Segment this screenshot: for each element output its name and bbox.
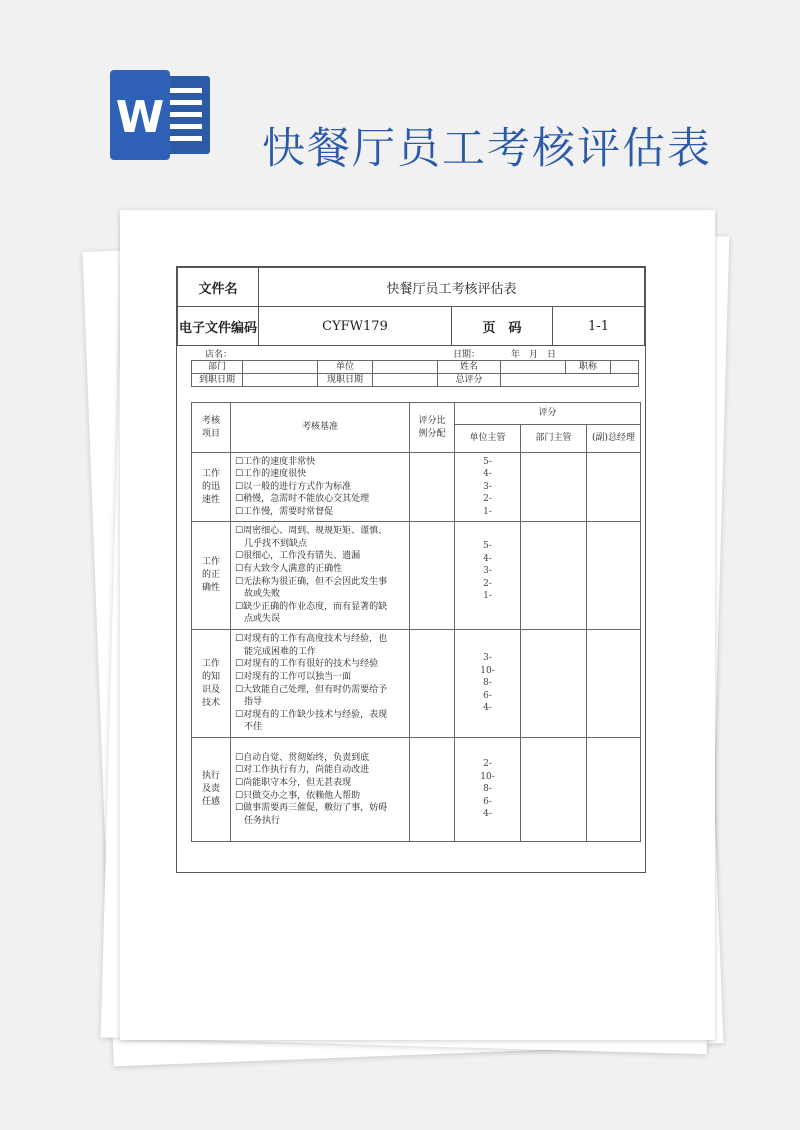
category-cell: 工作的迅速性 xyxy=(192,453,231,522)
table-row xyxy=(192,522,641,630)
current-date-value xyxy=(373,374,438,387)
unit-score-cell: 5- 4- 3- 2- 1- xyxy=(455,453,521,522)
standard-cell: ☐工作的速度非常快 ☐工作的速度很快 ☐以一般的进行方式作为标准 ☐稍慢，急需时不能放心交其处理 ☐工作慢，需要时常督促 xyxy=(231,453,410,522)
gm-score-cell xyxy=(587,522,641,630)
employee-info-table xyxy=(191,360,639,387)
file-name-value: 快餐厅员工考核评估表 xyxy=(259,268,645,307)
page-title: 快餐厅员工考核评估表 xyxy=(262,123,712,174)
file-code-value: CYFW179 xyxy=(259,307,452,346)
total-score-label: 总评分 xyxy=(438,374,501,387)
date-label: 日期： xyxy=(453,350,481,360)
table-row xyxy=(192,738,641,842)
start-date-label: 到职日期 xyxy=(192,374,243,387)
category-cell: 执行及责任感 xyxy=(192,738,231,842)
store-label: 店名： xyxy=(205,350,233,360)
gm-score-cell xyxy=(587,738,641,842)
file-code-label: 电子文件编码 xyxy=(178,307,259,346)
col-unit-header: 单位主管 xyxy=(455,425,521,453)
col-standard-header: 考核基准 xyxy=(231,403,410,453)
ratio-cell xyxy=(410,453,455,522)
table-row xyxy=(192,453,641,522)
title-value xyxy=(611,361,639,374)
ratio-cell xyxy=(410,630,455,738)
unit-value xyxy=(373,361,438,374)
col-item-header: 考核项目 xyxy=(192,403,231,453)
dept-score-cell xyxy=(521,453,587,522)
evaluation-table xyxy=(191,402,641,842)
dept-score-cell xyxy=(521,630,587,738)
word-logo-icon xyxy=(110,70,210,160)
page-number-value: 1-1 xyxy=(553,307,645,346)
ratio-cell xyxy=(410,522,455,630)
standard-cell: ☐周密细心、周到、规规矩矩、谨慎、 几乎找不到缺点 ☐很细心，工作没有错失、遗漏 ☐有大致令人满意的正确性 ☐无法称为很正确，但不会因此发生事 故或失败 ☐缺少正确的作业态度，而有显著的缺 点或失误 xyxy=(231,522,410,630)
col-dept-header: 部门主管 xyxy=(521,425,587,453)
unit-score-cell: 5- 4- 3- 2- 1- xyxy=(455,522,521,630)
standard-cell: ☐对现有的工作有高度技术与经验，也 能完成困难的工作 ☐对现有的工作有很好的技术与经验 ☐对现有的工作可以独当一面 ☐大致能自己处理，但有时仍需要给予 指导 ☐对现有的工作缺少技术与经验，表现 不佳 xyxy=(231,630,410,738)
name-label: 姓名 xyxy=(438,361,501,374)
col-ratio-header: 评分比例分配 xyxy=(410,403,455,453)
file-name-label: 文件名 xyxy=(178,268,259,307)
total-score-value xyxy=(501,374,639,387)
document-page xyxy=(120,210,715,1040)
date-parts: 年 月 日 xyxy=(511,350,557,360)
category-cell: 工作的正确性 xyxy=(192,522,231,630)
document-header-table xyxy=(177,267,645,346)
dept-score-cell xyxy=(521,738,587,842)
title-label: 职称 xyxy=(566,361,611,374)
gm-score-cell xyxy=(587,630,641,738)
document-frame xyxy=(176,266,646,873)
standard-cell: ☐自动自觉、贯彻始终，负责到底 ☐对工作执行有力，尚能自动改进 ☐尚能职守本分，但无甚表现 ☐只做交办之事，依赖他人帮助 ☐做事需要再三催促，敷衍了事，妨碍 任务执行 xyxy=(231,738,410,842)
start-date-value xyxy=(243,374,318,387)
unit-score-cell: 3- 10- 8- 6- 4- xyxy=(455,630,521,738)
gm-score-cell xyxy=(587,453,641,522)
category-cell: 工作的知识及技术 xyxy=(192,630,231,738)
page-number-label: 页 码 xyxy=(452,307,553,346)
col-gm-header: (副)总经理 xyxy=(587,425,641,453)
dept-value xyxy=(243,361,318,374)
ratio-cell xyxy=(410,738,455,842)
table-row xyxy=(192,630,641,738)
current-date-label: 现职日期 xyxy=(318,374,373,387)
unit-label: 单位 xyxy=(318,361,373,374)
dept-label: 部门 xyxy=(192,361,243,374)
dept-score-cell xyxy=(521,522,587,630)
svg-text:W: W xyxy=(115,92,165,143)
col-score-header: 评分 xyxy=(455,403,641,425)
unit-score-cell: 2- 10- 8- 6- 4- xyxy=(455,738,521,842)
name-value xyxy=(501,361,566,374)
